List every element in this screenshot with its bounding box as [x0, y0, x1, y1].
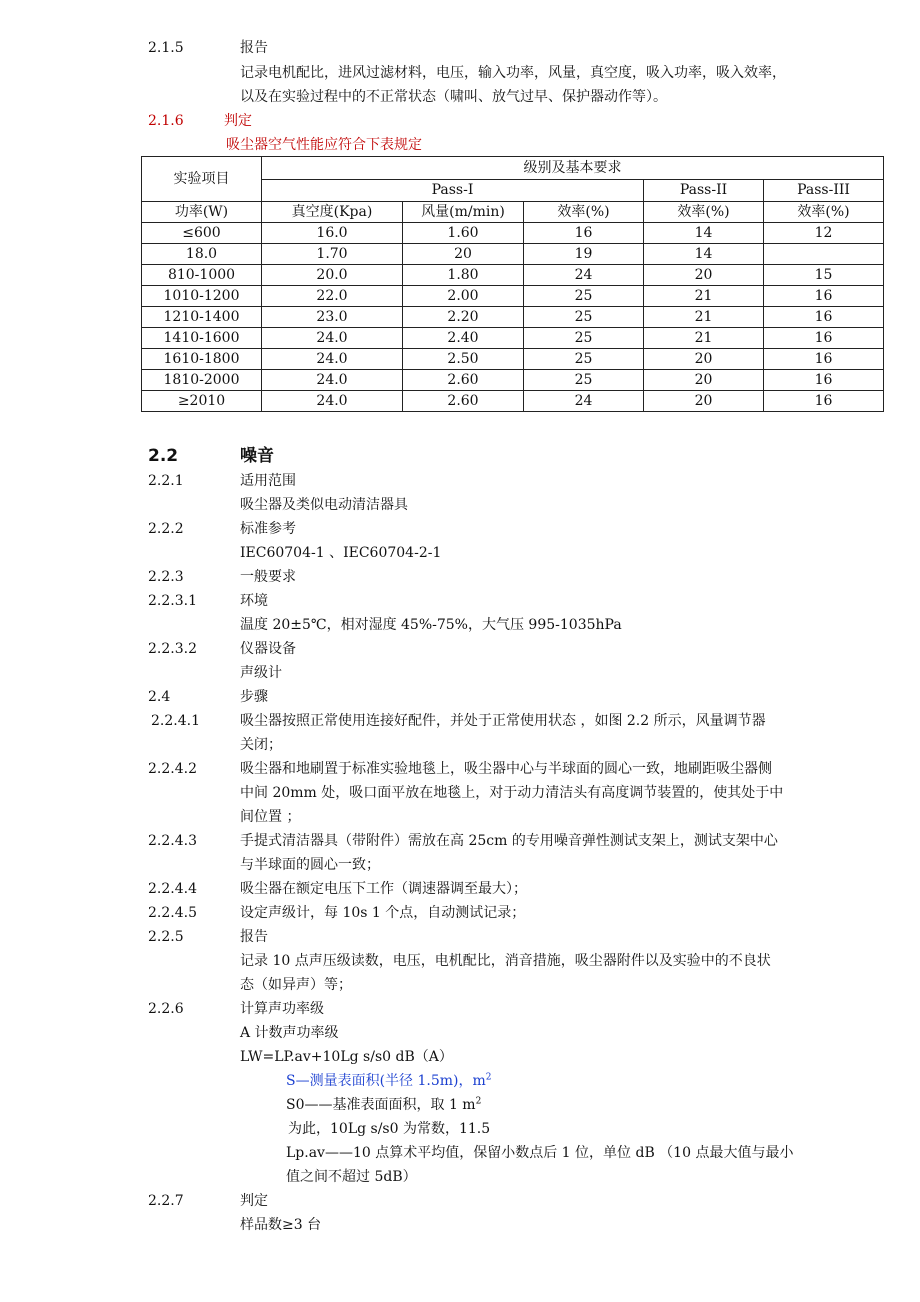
section-title-reference: 标准参考: [240, 521, 296, 537]
s-definition-text: S—测量表面积(半径 1.5m)，m: [286, 1073, 486, 1089]
table-cell: 1010-1200: [142, 286, 262, 307]
section-number-2-2-4-2: 2.2.4.2: [148, 761, 197, 777]
section-number-2-1-5: 2.1.5: [148, 40, 184, 56]
section-number-2-2-4-4: 2.2.4.4: [148, 881, 197, 897]
reference-text: IEC60704-1 、IEC60704-2-1: [240, 545, 442, 561]
table-cell: 2.00: [403, 286, 524, 307]
table-cell: 25: [524, 349, 644, 370]
s0-definition-text: S0——基准表面面积，取 1 m: [286, 1097, 476, 1113]
table-row: [142, 223, 884, 244]
subheader-vacuum: 真空度(Kpa): [262, 202, 403, 223]
section-title-steps: 步骤: [240, 689, 268, 705]
table-cell: 18.0: [142, 244, 262, 265]
subheader-efficiency-pass2: 效率(%): [644, 202, 764, 223]
sample-count-text: 样品数≥3 台: [240, 1217, 322, 1233]
table-cell: 20: [644, 265, 764, 286]
table-cell: 24.0: [262, 328, 403, 349]
section-title-sound-power: 计算声功率级: [240, 1001, 324, 1017]
table-row: [142, 349, 884, 370]
step-2-line-3: 间位置 ；: [240, 809, 301, 825]
table-cell: 16: [764, 307, 884, 328]
table-cell: 16: [764, 391, 884, 412]
step-2-line-1: 吸尘器和地刷置于标准实验地毯上，吸尘器中心与半球面的圆心一致，地刷距吸尘器侧: [240, 761, 772, 777]
table-cell: 1210-1400: [142, 307, 262, 328]
table-cell: 16: [764, 370, 884, 391]
lpav-definition-line-1: Lp.av——10 点算术平均值，保留小数点后 1 位，单位 dB （10 点最大值与最小: [286, 1145, 794, 1161]
table-cell: 810-1000: [142, 265, 262, 286]
scope-text: 吸尘器及类似电动清洁器具: [240, 497, 408, 513]
table-cell: 14: [644, 244, 764, 265]
table-cell: 1.70: [262, 244, 403, 265]
noise-report-line-2: 态（如异声）等；: [240, 977, 352, 993]
table-cell: 19: [524, 244, 644, 265]
section-title-noise-report: 报告: [240, 929, 268, 945]
table-cell: 16.0: [262, 223, 403, 244]
section-number-2-4: 2.4: [148, 689, 171, 705]
table-cell: 16: [764, 286, 884, 307]
section-title-noise: 噪音: [240, 446, 274, 466]
a-weighted-subtitle: A 计数声功率级: [240, 1025, 339, 1041]
table-caption: 吸尘器空气性能应符合下表规定: [226, 137, 422, 153]
s-definition: [286, 1069, 492, 1093]
section-title-report: 报告: [240, 40, 268, 56]
table-cell: 2.60: [403, 370, 524, 391]
table-cell: 21: [644, 328, 764, 349]
table-cell: 25: [524, 307, 644, 328]
subheader-airflow: 风量(m/min): [403, 202, 524, 223]
s0-definition-superscript: 2: [475, 1096, 482, 1107]
table-cell: 24.0: [262, 349, 403, 370]
table-cell: ≤600: [142, 223, 262, 244]
table-row: [142, 244, 884, 265]
s-definition-superscript: 2: [485, 1072, 492, 1083]
table-cell: 1.80: [403, 265, 524, 286]
section-title-noise-judgement: 判定: [240, 1193, 268, 1209]
step-1-line-1: 吸尘器按照正常使用连接好配件，并处于正常使用状态 ，如图 2.2 所示，风量调节器: [240, 713, 766, 729]
header-pass-3: Pass-III: [764, 179, 884, 202]
section-number-2-2-1: 2.2.1: [148, 473, 184, 489]
table-cell: 24.0: [262, 370, 403, 391]
lpav-definition-line-2: 值之间不超过 5dB）: [286, 1169, 417, 1185]
table-cell: 16: [524, 223, 644, 244]
table-cell: 25: [524, 286, 644, 307]
environment-text: 温度 20±5℃，相对湿度 45%-75%，大气压 995-1035hPa: [240, 617, 622, 633]
table-row: [142, 286, 884, 307]
table-cell: 1610-1800: [142, 349, 262, 370]
section-number-2-2-5: 2.2.5: [148, 929, 184, 945]
table-row: [142, 265, 884, 286]
section-number-2-2-3-1: 2.2.3.1: [148, 593, 197, 609]
table-cell: 1410-1600: [142, 328, 262, 349]
subheader-power: 功率(W): [142, 202, 262, 223]
table-cell: 21: [644, 307, 764, 328]
table-cell: 24.0: [262, 391, 403, 412]
table-cell: 16: [764, 349, 884, 370]
section-number-2-1-6: 2.1.6: [148, 113, 184, 129]
subheader-efficiency-pass1: 效率(%): [524, 202, 644, 223]
table-row: [142, 370, 884, 391]
section-title-scope: 适用范围: [240, 473, 296, 489]
section-number-2-2-4-3: 2.2.4.3: [148, 833, 197, 849]
table-row: [142, 391, 884, 412]
header-pass-2: Pass-II: [644, 179, 764, 202]
table-cell: [764, 244, 884, 265]
air-performance-table: [141, 156, 884, 412]
table-cell: 20: [644, 391, 764, 412]
section-number-2-2-3: 2.2.3: [148, 569, 184, 585]
step-5-text: 设定声级计，每 10s 1 个点，自动测试记录；: [240, 905, 526, 921]
table-cell: 2.40: [403, 328, 524, 349]
section-title-general: 一般要求: [240, 569, 296, 585]
table-cell: 2.60: [403, 391, 524, 412]
section-number-2-2-4-5: 2.2.4.5: [148, 905, 197, 921]
section-title-equipment: 仪器设备: [240, 641, 296, 657]
section-number-2-2-3-2: 2.2.3.2: [148, 641, 197, 657]
table-cell: 20: [644, 349, 764, 370]
table-cell: 15: [764, 265, 884, 286]
noise-report-line-1: 记录 10 点声压级读数，电压，电机配比，消音措施，吸尘器附件以及实验中的不良状: [240, 953, 771, 969]
table-cell: 1.60: [403, 223, 524, 244]
table-cell: 20: [644, 370, 764, 391]
sound-power-formula: LW=LP.av+10Lg s/s0 dB（A）: [240, 1049, 453, 1065]
header-level-requirements: 级别及基本要求: [262, 157, 884, 180]
constant-line: 为此，10Lg s/s0 为常数，11.5: [288, 1121, 491, 1137]
section-number-2-2-7: 2.2.7: [148, 1193, 184, 1209]
step-3-line-1: 手提式清洁器具（带附件）需放在高 25cm 的专用噪音弹性测试支架上，测试支架中心: [240, 833, 778, 849]
table-cell: 20.0: [262, 265, 403, 286]
step-3-line-2: 与半球面的圆心一致；: [240, 857, 380, 873]
table-cell: 20: [403, 244, 524, 265]
section-number-2-2-2: 2.2.2: [148, 521, 184, 537]
table-cell: 23.0: [262, 307, 403, 328]
report-text-line-1: 记录电机配比，进风过滤材料，电压，输入功率，风量，真空度，吸入功率，吸入效率，: [240, 65, 786, 81]
step-4-text: 吸尘器在额定电压下工作（调速器调至最大）；: [240, 881, 527, 897]
table-cell: 24: [524, 391, 644, 412]
table-cell: 16: [764, 328, 884, 349]
table-cell: 14: [644, 223, 764, 244]
equipment-text: 声级计: [240, 665, 282, 681]
subheader-efficiency-pass3: 效率(%): [764, 202, 884, 223]
section-number-2-2-6: 2.2.6: [148, 1001, 184, 1017]
section-title-judgement: 判定: [224, 113, 252, 129]
table-cell: 1810-2000: [142, 370, 262, 391]
section-number-2-2-4-1: 2.2.4.1: [151, 713, 200, 729]
s0-definition: [286, 1093, 481, 1117]
table-cell: 2.50: [403, 349, 524, 370]
section-title-environment: 环境: [240, 593, 268, 609]
header-pass-1: Pass-I: [262, 179, 644, 202]
table-cell: ≥2010: [142, 391, 262, 412]
step-2-line-2: 中间 20mm 处，吸口面平放在地毯上，对于动力清洁头有高度调节装置的，使其处于中: [240, 785, 784, 801]
table-row: [142, 307, 884, 328]
table-cell: 24: [524, 265, 644, 286]
table-cell: 12: [764, 223, 884, 244]
table-cell: 25: [524, 328, 644, 349]
table-cell: 25: [524, 370, 644, 391]
header-test-item: 实验项目: [142, 157, 262, 202]
step-1-line-2: 关闭；: [240, 737, 282, 753]
table-row: [142, 328, 884, 349]
table-cell: 22.0: [262, 286, 403, 307]
table-cell: 2.20: [403, 307, 524, 328]
table-cell: 21: [644, 286, 764, 307]
report-text-line-2: 以及在实验过程中的不正常状态（啸叫、放气过早、保护器动作等）。: [240, 89, 667, 105]
section-number-2-2: 2.2: [148, 446, 179, 466]
